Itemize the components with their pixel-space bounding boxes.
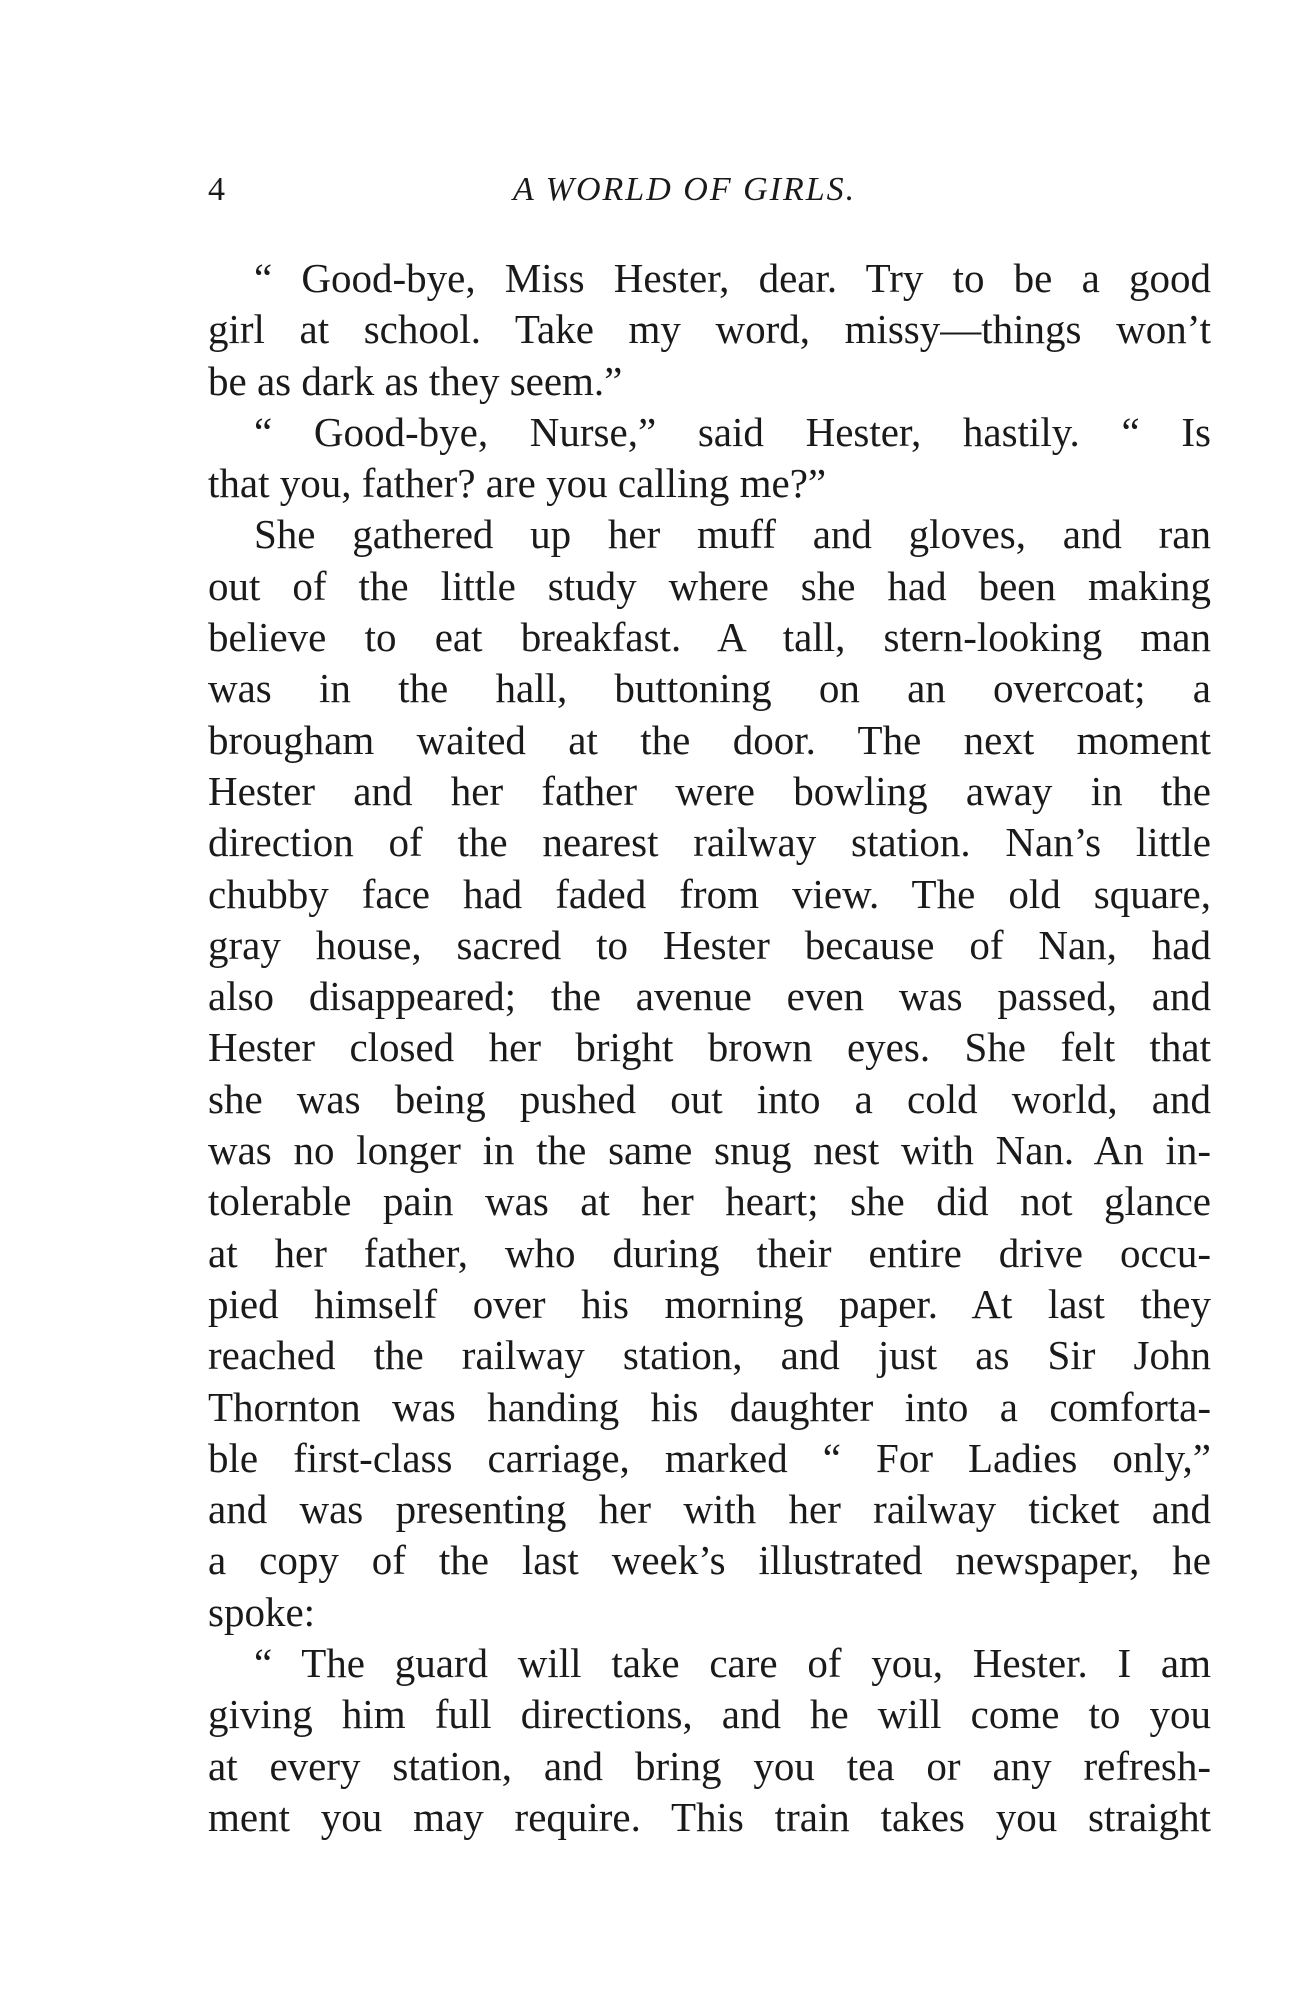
- text-line: Hester and her father were bowling away in the: [208, 767, 1211, 814]
- text-line: pied himself over his morning paper. At last they: [208, 1280, 1211, 1327]
- text-line: girl at school. Take my word, missy—things won’t: [208, 306, 1211, 353]
- text-line: direction of the nearest railway station. Nan’s little: [208, 819, 1211, 866]
- text-line: a copy of the last week’s illustrated newspaper, he: [208, 1537, 1211, 1584]
- text-line: and was presenting her with her railway ticket and: [208, 1486, 1211, 1533]
- text-line: be as dark as they seem.”: [208, 357, 623, 404]
- running-title: A WORLD OF GIRLS.: [513, 171, 857, 208]
- text-line: Hester closed her bright brown eyes. She felt that: [208, 1024, 1211, 1071]
- text-line: chubby face had faded from view. The old square,: [208, 870, 1211, 917]
- text-line: ment you may require. This train takes you straight: [208, 1793, 1211, 1840]
- text-line: she was being pushed out into a cold world, and: [208, 1075, 1211, 1122]
- text-line: Thornton was handing his daughter into a comforta-: [208, 1383, 1211, 1430]
- text-line: brougham waited at the door. The next moment: [208, 716, 1211, 763]
- text-line: “ Good-bye, Nurse,” said Hester, hastily. “ Is: [254, 408, 1211, 455]
- text-line: believe to eat breakfast. A tall, stern-looking man: [208, 614, 1211, 661]
- page-header: [208, 165, 1208, 215]
- text-line: She gathered up her muff and gloves, and ran: [254, 511, 1211, 558]
- page-number: 4: [208, 171, 225, 208]
- text-line: “ Good-bye, Miss Hester, dear. Try to be a good: [254, 255, 1211, 301]
- text-line: “ The guard will take care of you, Hester. I am: [254, 1640, 1211, 1687]
- text-line: out of the little study where she had been making: [208, 562, 1211, 609]
- body-text: [208, 253, 1211, 1843]
- text-line: tolerable pain was at her heart; she did not glance: [208, 1178, 1211, 1225]
- text-line: also disappeared; the avenue even was passed, and: [208, 973, 1211, 1020]
- text-line: ble first-class carriage, marked “ For Ladies only,”: [208, 1434, 1211, 1481]
- text-line: reached the railway station, and just as Sir John: [208, 1332, 1211, 1379]
- text-line: gray house, sacred to Hester because of Nan, had: [208, 921, 1211, 968]
- text-line: that you, father? are you calling me?”: [208, 460, 827, 507]
- text-line: was in the hall, buttoning on an overcoat; a: [208, 665, 1211, 712]
- text-line: at her father, who during their entire drive occu-: [208, 1229, 1211, 1276]
- text-line: spoke:: [208, 1588, 316, 1635]
- text-line: at every station, and bring you tea or any refresh-: [208, 1742, 1211, 1789]
- text-line: was no longer in the same snug nest with Nan. An in-: [208, 1127, 1211, 1174]
- text-line: giving him full directions, and he will come to you: [208, 1691, 1211, 1738]
